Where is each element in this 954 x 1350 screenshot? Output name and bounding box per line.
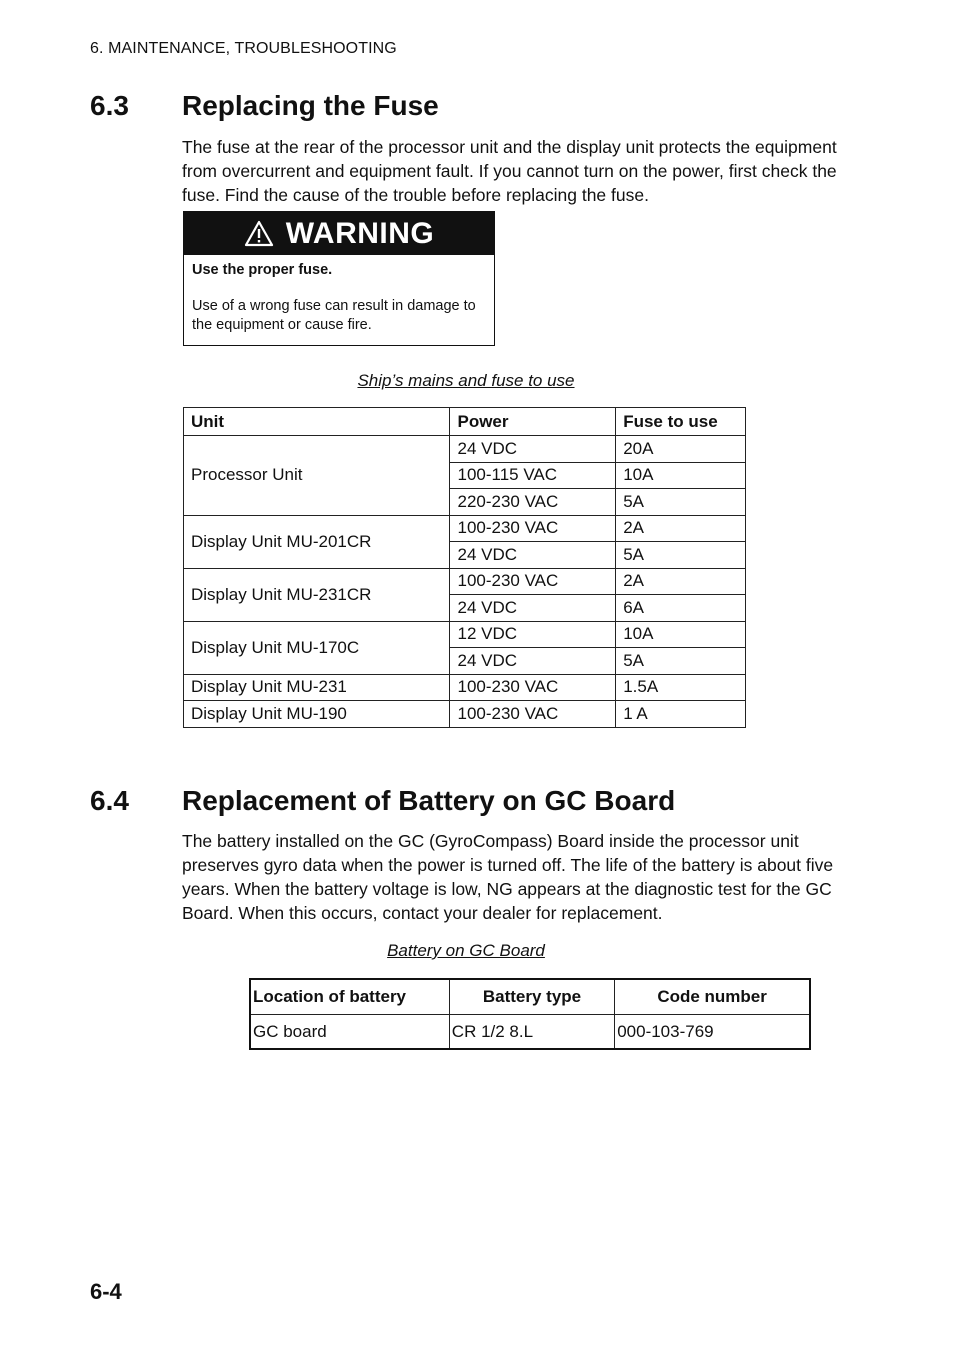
table-header-row bbox=[184, 408, 746, 436]
fuse-cell: 1 A bbox=[616, 701, 746, 728]
warning-label: WARNING bbox=[285, 216, 435, 250]
table-header-row bbox=[250, 979, 810, 1015]
unit-cell: Display Unit MU-170C bbox=[184, 621, 450, 674]
fuse-cell: 5A bbox=[616, 489, 746, 516]
unit-cell: Processor Unit bbox=[184, 436, 450, 516]
fuse-cell: 5A bbox=[616, 542, 746, 569]
power-cell: 100-115 VAC bbox=[450, 462, 616, 489]
running-header: 6. MAINTENANCE, TROUBLESHOOTING bbox=[90, 40, 397, 57]
section-title: Replacing the Fuse bbox=[182, 90, 439, 121]
warning-line-2: Use of a wrong fuse can result in damage to the equipment or cause fire. bbox=[192, 298, 476, 333]
power-cell: 24 VDC bbox=[450, 542, 616, 569]
section-number: 6.4 bbox=[90, 785, 129, 816]
unit-cell: Display Unit MU-231CR bbox=[184, 568, 450, 621]
fuse-cell: 1.5A bbox=[616, 674, 746, 701]
column-header: Fuse to use bbox=[616, 408, 746, 436]
fuse-cell: 10A bbox=[616, 621, 746, 648]
unit-cell: Display Unit MU-201CR bbox=[184, 515, 450, 568]
fuse-table-caption: Ship’s mains and fuse to use bbox=[357, 371, 575, 390]
table-row bbox=[184, 621, 746, 648]
table-row bbox=[184, 701, 746, 728]
section-title: Replacement of Battery on GC Board bbox=[182, 785, 676, 816]
table-row bbox=[184, 515, 746, 542]
section-paragraph: The battery installed on the GC (GyroCompass) Board inside the processor unit preserves gyro data when the power is turned off. The life of the battery is about five years. When the battery voltage is low, NG appears at the diagnostic test for the GC Board. When this occurs, contact your dealer for replacement. bbox=[182, 831, 834, 923]
fuse-cell: 5A bbox=[616, 648, 746, 675]
warning-box bbox=[183, 211, 495, 346]
section-number: 6.3 bbox=[90, 90, 129, 121]
warning-header bbox=[184, 212, 494, 255]
fuse-cell: 2A bbox=[616, 515, 746, 542]
power-cell: 100-230 VAC bbox=[450, 568, 616, 595]
fuse-cell: 6A bbox=[616, 595, 746, 622]
fuse-table bbox=[183, 407, 746, 728]
column-header: Power bbox=[450, 408, 616, 436]
column-header: Code number bbox=[615, 979, 810, 1015]
battery-table-caption: Battery on GC Board bbox=[387, 941, 545, 960]
table-row bbox=[250, 1015, 810, 1050]
power-cell: 100-230 VAC bbox=[450, 515, 616, 542]
column-header: Location of battery bbox=[250, 979, 449, 1015]
power-cell: 220-230 VAC bbox=[450, 489, 616, 516]
fuse-cell: 2A bbox=[616, 568, 746, 595]
power-cell: 24 VDC bbox=[450, 436, 616, 463]
power-cell: 24 VDC bbox=[450, 595, 616, 622]
battery-table bbox=[249, 978, 811, 1050]
page-number: 6-4 bbox=[90, 1279, 122, 1304]
power-cell: 100-230 VAC bbox=[450, 674, 616, 701]
table-row bbox=[184, 674, 746, 701]
warning-triangle-icon bbox=[244, 220, 274, 247]
unit-cell: Display Unit MU-231 bbox=[184, 674, 450, 701]
power-cell: 100-230 VAC bbox=[450, 701, 616, 728]
table-row bbox=[184, 436, 746, 463]
column-header: Battery type bbox=[449, 979, 614, 1015]
column-header: Unit bbox=[184, 408, 450, 436]
table-row bbox=[184, 568, 746, 595]
power-cell: 12 VDC bbox=[450, 621, 616, 648]
battery-type-cell: CR 1/2 8.L bbox=[449, 1015, 614, 1050]
fuse-cell: 20A bbox=[616, 436, 746, 463]
section-paragraph: The fuse at the rear of the processor unit and the display unit protects the equipment from overcurrent and equipment fault. If you cannot turn on the power, first check the fuse. Find the cause of the trouble before replacing the fuse. bbox=[182, 137, 837, 205]
fuse-cell: 10A bbox=[616, 462, 746, 489]
unit-cell: Display Unit MU-190 bbox=[184, 701, 450, 728]
location-cell: GC board bbox=[250, 1015, 449, 1050]
warning-line-1: Use the proper fuse. bbox=[192, 262, 333, 278]
power-cell: 24 VDC bbox=[450, 648, 616, 675]
code-number-cell: 000-103-769 bbox=[615, 1015, 810, 1050]
